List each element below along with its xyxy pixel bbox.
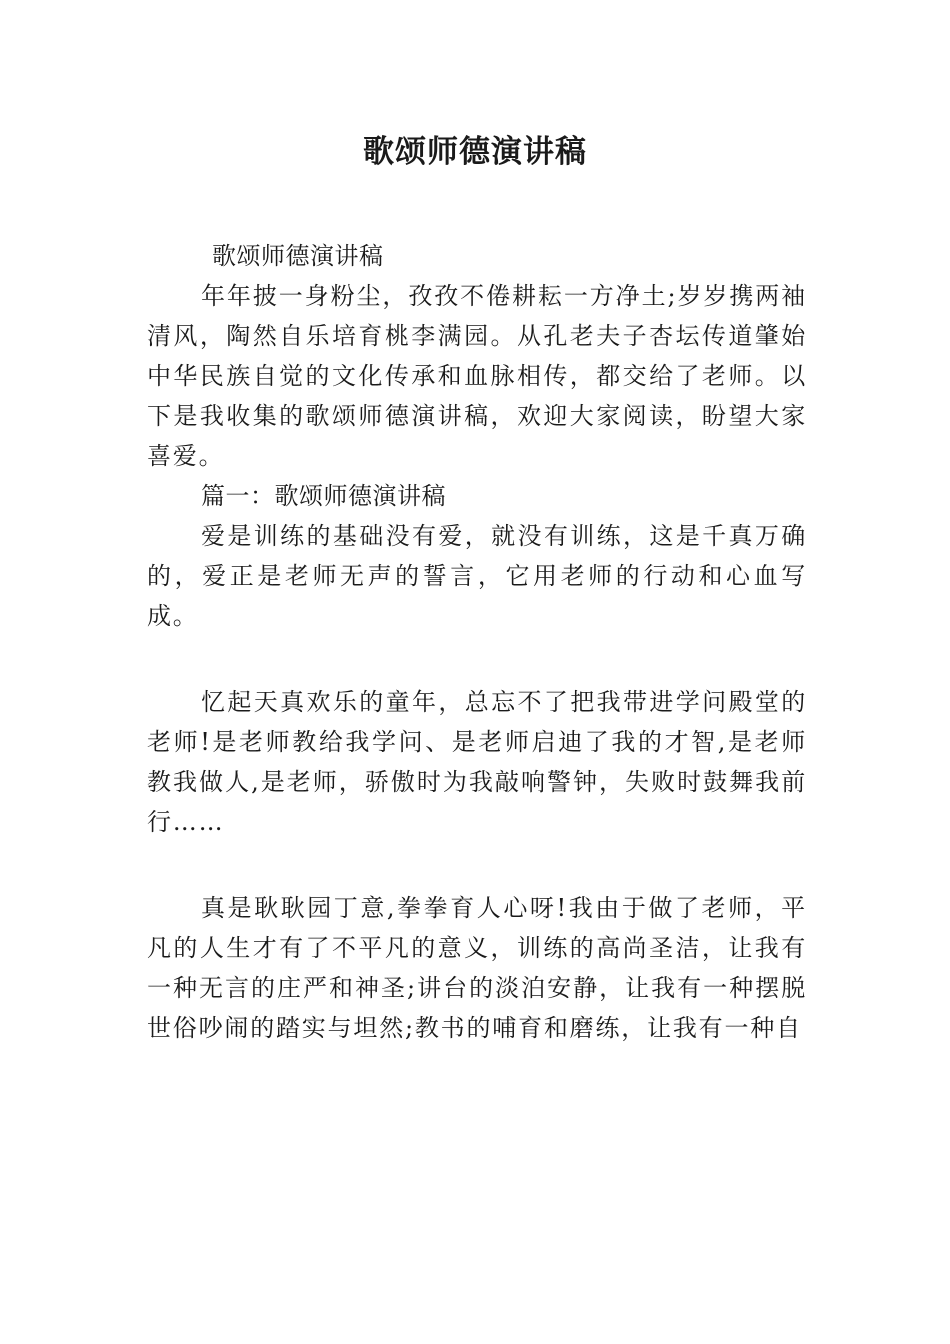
subtitle-paragraph: 歌颂师德演讲稿 bbox=[212, 242, 384, 270]
paragraph-childhood: 忆起天真欢乐的童年，总忘不了把我带进学问殿堂的老师!是老师教给我学问、是老师启迪了我的才智,是老师教我做人,是老师，骄傲时为我敲响警钟，失败时鼓舞我前行…… bbox=[147, 688, 807, 836]
intro-paragraph: 年年披一身粉尘，孜孜不倦耕耘一方净土;岁岁携两袖清风，陶然自乐培育桃李满园。从孔老夫子杏坛传道肇始中华民族自觉的文化传承和血脉相传，都交给了老师。以下是我收集的歌颂师德演讲稿，欢迎大家阅读，盼望大家喜爱。 bbox=[147, 282, 807, 470]
document-title: 歌颂师德演讲稿 bbox=[363, 134, 587, 170]
paragraph-gardener: 真是耿耿园丁意,拳拳育人心呀!我由于做了老师，平凡的人生才有了不平凡的意义，训练的高尚圣洁，让我有一种无言的庄严和神圣;讲台的淡泊安静，让我有一种摆脱世俗吵闹的踏实与坦然;教书的哺育和磨练，让我有一种自 bbox=[147, 894, 807, 1042]
paragraph-love: 爱是训练的基础没有爱，就没有训练，这是千真万确的，爱正是老师无声的誓言，它用老师的行动和心血写成。 bbox=[147, 522, 807, 630]
document-body bbox=[147, 236, 807, 1048]
paragraph-gap bbox=[147, 636, 807, 682]
paragraph-gap bbox=[147, 842, 807, 888]
section-heading: 篇一：歌颂师德演讲稿 bbox=[201, 482, 446, 510]
